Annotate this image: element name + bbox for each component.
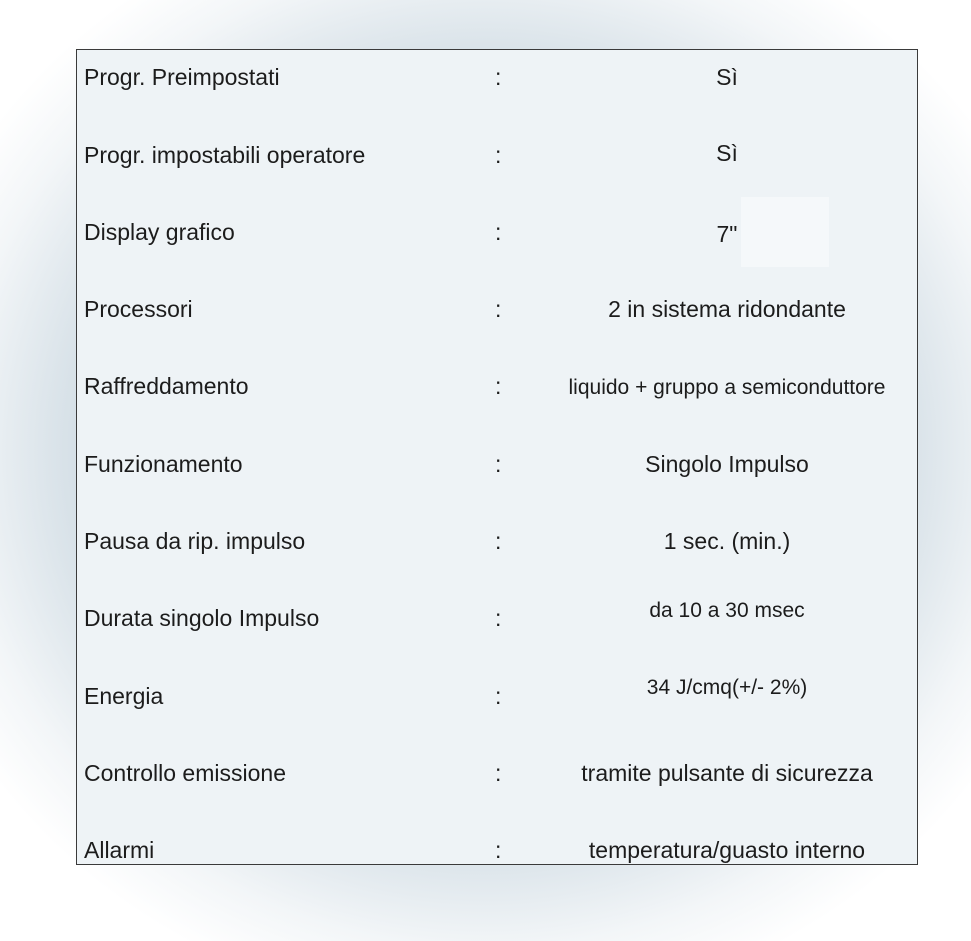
spec-value: temperatura/guasto interno bbox=[588, 837, 866, 863]
spec-value: da 10 a 30 msec bbox=[649, 599, 805, 622]
spec-row-display-grafico bbox=[77, 217, 917, 257]
spec-value: tramite pulsante di sicurezza bbox=[581, 760, 873, 786]
spec-table bbox=[76, 49, 918, 865]
spec-label: Allarmi bbox=[84, 837, 155, 863]
spec-row-raffreddamento bbox=[77, 371, 917, 411]
spec-value: 1 sec. (min.) bbox=[663, 528, 791, 554]
spec-label: Pausa da rip. impulso bbox=[84, 528, 306, 554]
spec-label: Progr. impostabili operatore bbox=[84, 142, 366, 168]
spec-row-allarmi bbox=[77, 835, 917, 875]
spec-value: liquido + gruppo a semiconduttore bbox=[568, 376, 886, 399]
spec-row-pausa-impulso bbox=[77, 526, 917, 566]
spec-colon: : bbox=[495, 142, 502, 168]
spec-label: Processori bbox=[84, 296, 193, 322]
spec-value: 2 in sistema ridondante bbox=[608, 296, 846, 322]
spec-colon: : bbox=[495, 64, 502, 90]
spec-colon: : bbox=[495, 605, 502, 631]
spec-label: Durata singolo Impulso bbox=[84, 605, 320, 631]
spec-row-controllo-emissione bbox=[77, 758, 917, 798]
spec-row-processori bbox=[77, 294, 917, 334]
spec-row-programmi-operatore bbox=[77, 140, 917, 180]
spec-label: Funzionamento bbox=[84, 451, 243, 477]
spec-label: Controllo emissione bbox=[84, 760, 286, 786]
spec-colon: : bbox=[495, 219, 502, 245]
spec-row-durata-impulso bbox=[77, 599, 917, 643]
spec-row-programmi-preimpostati bbox=[77, 62, 917, 102]
spec-label: Energia bbox=[84, 683, 164, 709]
spec-colon: : bbox=[495, 760, 502, 786]
spec-value: 7" bbox=[716, 221, 738, 247]
spec-value: Sì bbox=[716, 64, 738, 90]
spec-colon: : bbox=[495, 683, 502, 709]
spec-row-funzionamento bbox=[77, 449, 917, 489]
spec-colon: : bbox=[495, 528, 502, 554]
spec-colon: : bbox=[495, 373, 502, 399]
spec-row-energia bbox=[77, 676, 917, 721]
spec-colon: : bbox=[495, 296, 502, 322]
spec-value: Singolo Impulso bbox=[645, 451, 809, 477]
spec-label: Raffreddamento bbox=[84, 373, 249, 399]
spec-value: Sì bbox=[716, 140, 738, 166]
spec-colon: : bbox=[495, 837, 502, 863]
spec-label: Display grafico bbox=[84, 219, 235, 245]
spec-value: 34 J/cmq(+/- 2%) bbox=[646, 676, 808, 699]
spec-colon: : bbox=[495, 451, 502, 477]
spec-label: Progr. Preimpostati bbox=[84, 64, 280, 90]
